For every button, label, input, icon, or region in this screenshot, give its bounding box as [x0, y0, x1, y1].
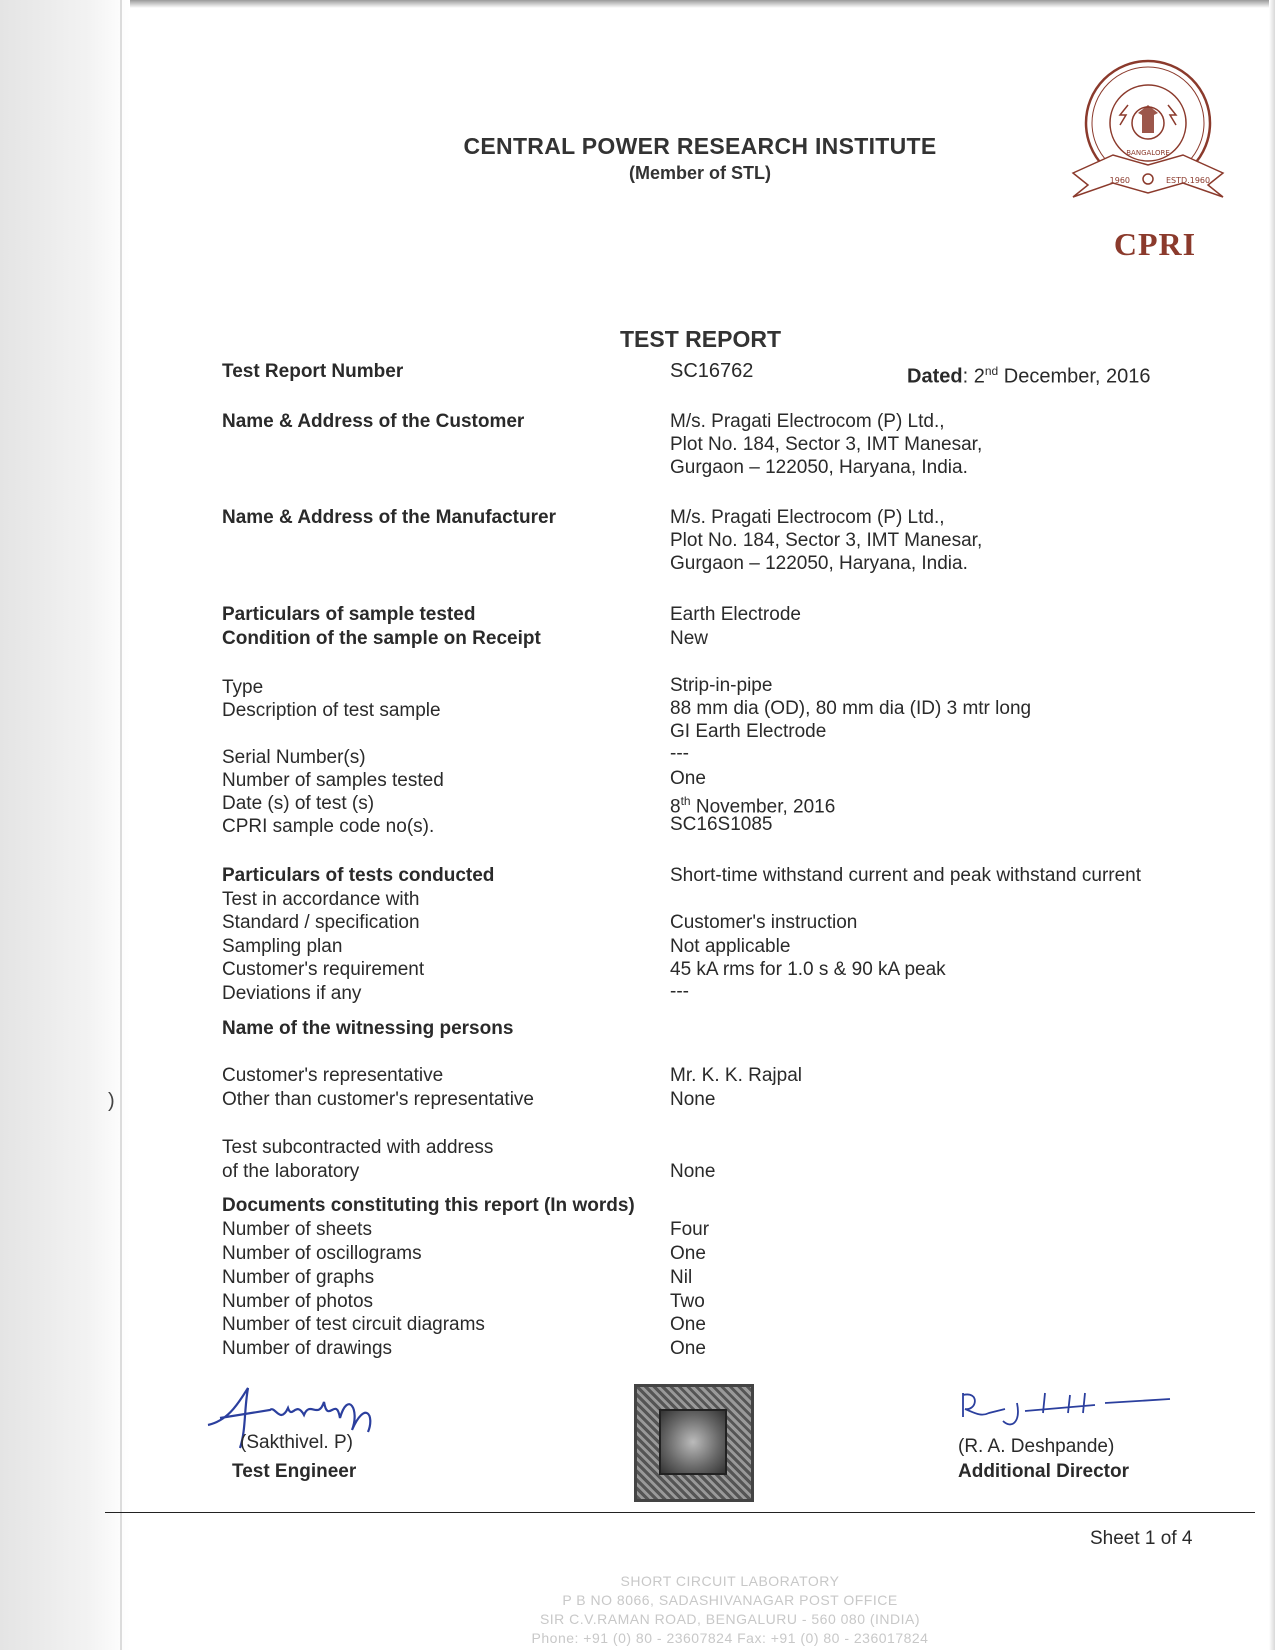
label-photos: Number of photos: [222, 1291, 374, 1312]
value-condition: New: [670, 628, 709, 649]
engineer-role: Test Engineer: [232, 1461, 357, 1482]
value-num-samples: One: [670, 768, 706, 789]
description-line-1: 88 mm dia (OD), 80 mm dia (ID) 3 mtr long: [670, 698, 1032, 719]
org-membership: (Member of STL): [629, 163, 771, 183]
value-standard: Customer's instruction: [670, 912, 858, 933]
scan-left-shadow: [0, 0, 130, 1650]
customer-line-3: Gurgaon – 122050, Haryana, India.: [670, 457, 968, 478]
description-line-2: GI Earth Electrode: [670, 721, 827, 742]
value-photos: Two: [670, 1291, 705, 1312]
footer-address-line-2: P B NO 8066, SADASHIVANAGAR POST OFFICE: [562, 1592, 898, 1608]
label-sampling: Sampling plan: [222, 936, 343, 957]
label-tests-conducted: Particulars of tests conducted: [222, 865, 495, 886]
value-deviations: ---: [670, 981, 689, 1002]
value-sampling: Not applicable: [670, 936, 791, 957]
value-drawings: One: [670, 1338, 706, 1359]
label-subcontract-1: Test subcontracted with address: [222, 1137, 494, 1158]
label-deviations: Deviations if any: [222, 983, 362, 1004]
label-oscillograms: Number of oscillograms: [222, 1243, 422, 1264]
manufacturer-line-1: M/s. Pragati Electrocom (P) Ltd.,: [670, 507, 945, 528]
customer-line-2: Plot No. 184, Sector 3, IMT Manesar,: [670, 434, 983, 455]
label-other-rep: Other than customer's representative: [222, 1089, 534, 1110]
label-description: Description of test sample: [222, 700, 441, 721]
label-particulars-sample: Particulars of sample tested: [222, 604, 476, 625]
report-title: TEST REPORT: [620, 326, 782, 352]
date-test-day: 8: [670, 796, 681, 818]
scan-top-edge: [0, 0, 1275, 8]
label-sheets: Number of sheets: [222, 1219, 372, 1240]
value-type: Strip-in-pipe: [670, 675, 773, 696]
label-condition: Condition of the sample on Receipt: [222, 628, 541, 649]
scan-bracket-mark: ): [108, 1090, 115, 1112]
value-other-rep: None: [670, 1089, 716, 1110]
director-signature: [955, 1383, 1175, 1433]
date-test-suffix: th: [680, 794, 691, 808]
value-sample-code: SC16S1085: [670, 814, 773, 835]
value-sheets: Four: [670, 1219, 710, 1240]
value-graphs: Nil: [670, 1267, 693, 1288]
label-customer: Name & Address of the Customer: [222, 411, 525, 432]
scan-edge-line: [120, 0, 122, 1650]
hologram-center: [659, 1409, 727, 1475]
label-accordance: Test in accordance with: [222, 889, 420, 910]
label-report-number: Test Report Number: [222, 361, 404, 382]
label-standard: Standard / specification: [222, 912, 420, 933]
scan-right-edge: [1269, 0, 1275, 1650]
label-date-test: Date (s) of test (s): [222, 793, 375, 814]
director-name: (R. A. Deshpande): [958, 1436, 1115, 1457]
value-requirement: 45 kA rms for 1.0 s & 90 kA peak: [670, 959, 946, 980]
svg-text:BANGALORE: BANGALORE: [1126, 149, 1170, 157]
director-role: Additional Director: [958, 1461, 1130, 1482]
footer-address-line-4: Phone: +91 (0) 80 - 23607824 Fax: +91 (0) 80 - 236017824: [531, 1630, 929, 1646]
label-sample-code: CPRI sample code no(s).: [222, 816, 435, 837]
dated-day: 2: [973, 365, 985, 388]
svg-text:ESTD.1960: ESTD.1960: [1166, 176, 1211, 185]
footer-rule: [105, 1512, 1255, 1513]
value-particulars-sample: Earth Electrode: [670, 604, 801, 625]
hologram-seal: [634, 1384, 754, 1502]
footer-address-line-3: SIR C.V.RAMAN ROAD, BENGALURU - 560 080 (INDIA): [539, 1611, 921, 1627]
label-manufacturer: Name & Address of the Manufacturer: [222, 507, 556, 528]
value-cust-rep: Mr. K. K. Rajpal: [670, 1065, 802, 1086]
label-requirement: Customer's requirement: [222, 959, 425, 980]
value-subcontract: None: [670, 1161, 716, 1182]
manufacturer-line-3: Gurgaon – 122050, Haryana, India.: [670, 553, 968, 574]
dated: Dated: 2nd December, 2016: [907, 364, 1151, 388]
label-serial: Serial Number(s): [222, 747, 366, 768]
value-circuit-diagrams: One: [670, 1314, 706, 1335]
label-subcontract-2: of the laboratory: [222, 1161, 360, 1182]
label-witness-heading: Name of the witnessing persons: [222, 1018, 514, 1039]
dated-suffix: nd: [984, 364, 999, 378]
value-tests-conducted: Short-time withstand current and peak withstand current: [670, 865, 1142, 886]
cpri-seal-logo: [1068, 55, 1228, 210]
svg-text:1960: 1960: [1109, 176, 1130, 185]
value-oscillograms: One: [670, 1243, 706, 1264]
dated-rest: December, 2016: [1003, 365, 1151, 388]
label-graphs: Number of graphs: [222, 1267, 375, 1288]
customer-line-1: M/s. Pragati Electrocom (P) Ltd.,: [670, 411, 945, 432]
label-drawings: Number of drawings: [222, 1338, 393, 1359]
cpri-logo-text: CPRI: [1113, 226, 1197, 262]
engineer-name: (Sakthivel. P): [240, 1432, 353, 1453]
label-num-samples: Number of samples tested: [222, 770, 444, 791]
value-report-number: SC16762: [670, 360, 754, 382]
footer-address-line-1: SHORT CIRCUIT LABORATORY: [620, 1573, 840, 1589]
label-circuit-diagrams: Number of test circuit diagrams: [222, 1314, 485, 1335]
date-test-rest: November, 2016: [695, 796, 836, 818]
sheet-number: Sheet 1 of 4: [1090, 1528, 1193, 1549]
label-documents-heading: Documents constituting this report (In words): [222, 1195, 635, 1216]
label-cust-rep: Customer's representative: [222, 1065, 444, 1086]
dated-label: Dated: [907, 365, 963, 388]
label-type: Type: [222, 677, 264, 698]
manufacturer-line-2: Plot No. 184, Sector 3, IMT Manesar,: [670, 530, 983, 551]
value-serial: ---: [670, 743, 689, 764]
org-name: CENTRAL POWER RESEARCH INSTITUTE: [463, 133, 937, 159]
